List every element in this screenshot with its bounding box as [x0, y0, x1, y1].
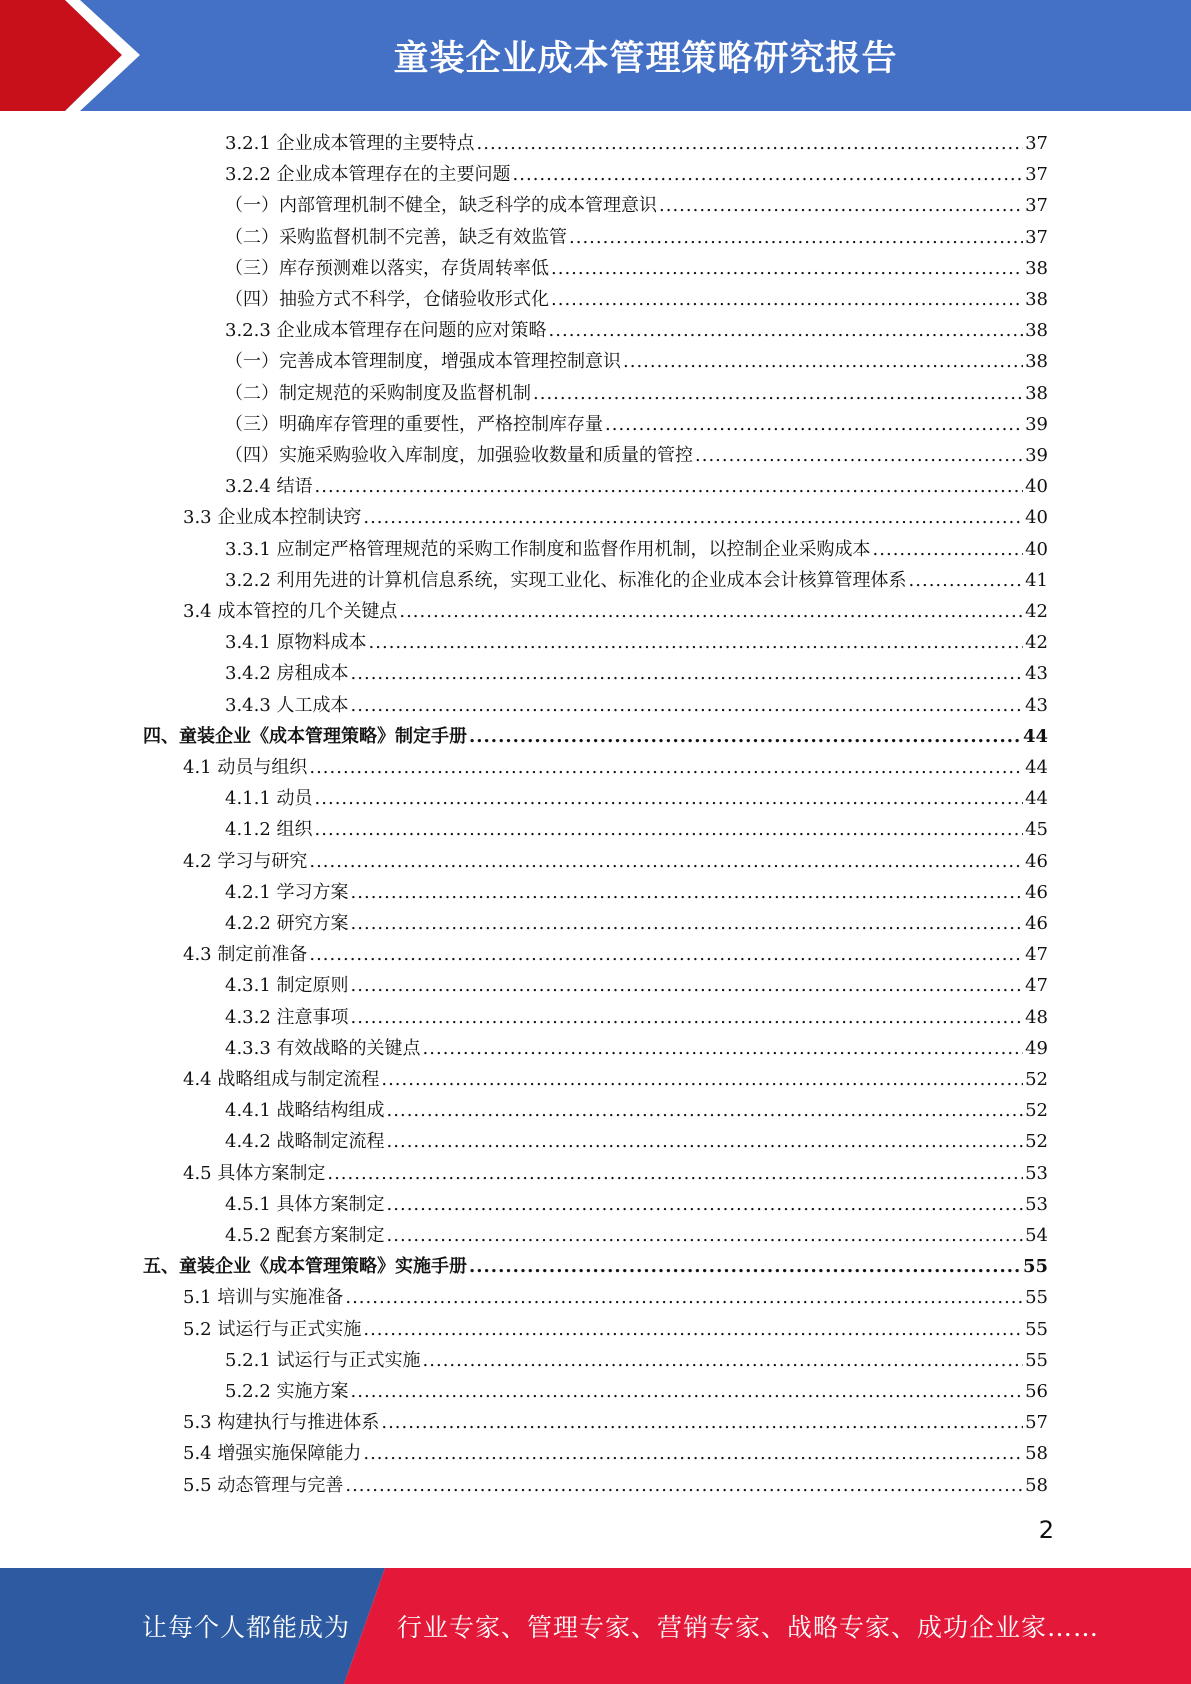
toc-entry[interactable] — [225, 658, 1048, 689]
toc-entry-page: 40 — [1025, 507, 1048, 529]
toc-entry[interactable] — [183, 1158, 1048, 1189]
toc-entry[interactable] — [183, 752, 1048, 783]
toc-entry-label: 3.4.3 人工成本 — [225, 694, 349, 716]
toc-entry-page: 52 — [1025, 1100, 1048, 1122]
toc-entry[interactable] — [225, 128, 1048, 159]
footer-slogan-right: 行业专家、管理专家、营销专家、战略专家、成功企业家…… — [397, 1613, 1100, 1642]
toc-entry-label: 五、童装企业《成本管理策略》实施手册 — [143, 1256, 467, 1278]
toc-entry-page: 55 — [1022, 1256, 1048, 1278]
toc-entry-page: 42 — [1025, 601, 1048, 622]
toc-entry-label: 4.3.2 注意事项 — [225, 1006, 349, 1028]
toc-entry[interactable] — [225, 814, 1048, 845]
toc-entry-label: 4.5 具体方案制定 — [183, 1162, 326, 1184]
toc-leader-dots — [381, 1064, 1023, 1095]
toc-leader-dots — [351, 908, 1024, 939]
toc-entry[interactable] — [225, 159, 1048, 190]
toc-entry-page: 54 — [1025, 1225, 1048, 1246]
toc-leader-dots — [469, 1251, 1021, 1282]
toc-entry-page: 46 — [1025, 881, 1048, 903]
toc-entry-label: 5.2.1 试运行与正式实施 — [225, 1349, 421, 1371]
toc-leader-dots — [363, 1314, 1023, 1345]
toc-leader-dots — [351, 877, 1024, 908]
toc-entry-label: 3.4.1 原物料成本 — [225, 632, 367, 654]
toc-leader-dots — [387, 1220, 1024, 1251]
toc-entry-page: 47 — [1025, 944, 1048, 966]
toc-leader-dots — [605, 409, 1023, 440]
toc-entry-label: 5.2.2 实施方案 — [225, 1381, 349, 1402]
toc-leader-dots — [381, 1407, 1023, 1438]
toc-entry-label: 3.2.2 企业成本管理存在的主要问题 — [225, 164, 511, 186]
toc-leader-dots — [309, 846, 1023, 877]
toc-entry-label: 5.3 构建执行与推进体系 — [183, 1412, 380, 1434]
toc-entry-page: 58 — [1025, 1443, 1048, 1465]
toc-entry-label: 3.2.4 结语 — [225, 476, 313, 498]
toc-entry[interactable] — [225, 534, 1048, 565]
toc-entry-page: 41 — [1025, 569, 1048, 591]
toc-leader-dots — [309, 752, 1023, 783]
toc-entry-label: （二）制定规范的采购制度及监督机制 — [225, 382, 531, 404]
toc-leader-dots — [477, 128, 1024, 159]
toc-entry-page: 55 — [1025, 1287, 1048, 1309]
toc-leader-dots — [315, 783, 1024, 814]
toc-leader-dots — [551, 284, 1023, 315]
toc-entry[interactable] — [225, 1220, 1048, 1251]
toc-leader-dots — [399, 596, 1023, 627]
toc-entry[interactable] — [143, 1251, 1048, 1282]
toc-leader-dots — [351, 1002, 1024, 1033]
toc-entry-label: （三）明确库存管理的重要性，严格控制库存量 — [225, 413, 603, 435]
toc-entry-label: 四、童装企业《成本管理策略》制定手册 — [143, 725, 467, 747]
toc-entry-label: 5.1 培训与实施准备 — [183, 1287, 344, 1309]
toc-entry-page: 39 — [1025, 445, 1048, 466]
toc-entry-page: 45 — [1025, 819, 1048, 841]
toc-leader-dots — [363, 1438, 1023, 1469]
toc-entry-page: 44 — [1025, 788, 1048, 810]
toc-entry-page: 49 — [1025, 1037, 1048, 1059]
toc-entry[interactable] — [225, 970, 1048, 1001]
toc-entry-label: 3.3.1 应制定严格管理规范的采购工作制度和监督作用机制，以控制企业采购成本 — [225, 538, 871, 560]
toc-leader-dots — [345, 1470, 1023, 1501]
toc-entry-label: 4.4.2 战略制定流程 — [225, 1131, 385, 1153]
toc-entry-page: 53 — [1025, 1193, 1048, 1215]
toc-entry[interactable] — [225, 908, 1048, 939]
toc-leader-dots — [513, 159, 1024, 190]
toc-entry-label: （二）采购监督机制不完善，缺乏有效监管 — [225, 226, 567, 248]
toc-entry[interactable] — [225, 346, 1048, 377]
toc-leader-dots — [873, 534, 1024, 565]
toc-entry[interactable] — [225, 690, 1048, 721]
toc-entry-page: 42 — [1025, 632, 1048, 654]
toc-entry-label: 4.3.1 制定原则 — [225, 975, 349, 997]
toc-leader-dots — [309, 939, 1023, 970]
toc-entry[interactable] — [225, 222, 1048, 253]
toc-entry[interactable] — [143, 721, 1048, 752]
toc-entry-label: 3.4.2 房租成本 — [225, 663, 349, 685]
toc-entry-label: 4.1 动员与组织 — [183, 757, 308, 778]
toc-leader-dots — [533, 378, 1023, 409]
toc-entry-page: 38 — [1025, 351, 1048, 373]
toc-entry-page: 44 — [1025, 757, 1048, 778]
toc-leader-dots — [315, 471, 1024, 502]
toc-entry[interactable] — [225, 409, 1048, 440]
toc-leader-dots — [387, 1189, 1024, 1220]
toc-entry[interactable] — [225, 440, 1048, 471]
toc-leader-dots — [363, 502, 1023, 533]
toc-entry-label: （三）库存预测难以落实，存货周转率低 — [225, 257, 549, 279]
toc-entry-page: 38 — [1025, 289, 1048, 310]
toc-entry[interactable] — [183, 1282, 1048, 1313]
toc-entry-page: 44 — [1022, 725, 1048, 747]
toc-entry[interactable] — [225, 877, 1048, 908]
toc-entry[interactable] — [225, 783, 1048, 814]
toc-entry-label: 4.1.1 动员 — [225, 788, 313, 810]
toc-entry-page: 58 — [1025, 1474, 1048, 1496]
toc-entry-label: 4.5.2 配套方案制定 — [225, 1225, 385, 1246]
toc-leader-dots — [569, 222, 1023, 253]
toc-entry-page: 55 — [1025, 1349, 1048, 1371]
toc-entry-label: （四）实施采购验收入库制度，加强验收数量和质量的管控 — [225, 445, 693, 466]
toc-leader-dots — [387, 1126, 1024, 1157]
toc-entry-page: 47 — [1025, 975, 1048, 997]
toc-leader-dots — [351, 658, 1024, 689]
toc-entry-page: 52 — [1025, 1069, 1048, 1090]
toc-entry[interactable] — [183, 596, 1048, 627]
toc-entry[interactable] — [225, 190, 1048, 221]
toc-entry-page: 39 — [1025, 413, 1048, 435]
footer-slogan-left: 让每个人都能成为 — [142, 1613, 351, 1642]
toc-leader-dots — [551, 253, 1023, 284]
toc-entry-label: 4.4 战略组成与制定流程 — [183, 1069, 380, 1090]
toc-entry[interactable] — [225, 1376, 1048, 1407]
toc-entry-page: 43 — [1025, 694, 1048, 716]
toc-entry[interactable] — [183, 502, 1048, 533]
toc-leader-dots — [623, 346, 1023, 377]
toc-leader-dots — [387, 1095, 1024, 1126]
toc-entry-label: 4.3 制定前准备 — [183, 944, 308, 966]
toc-entry[interactable] — [183, 1314, 1048, 1345]
toc-entry[interactable] — [225, 1126, 1048, 1157]
toc-entry-label: （四）抽验方式不科学，仓储验收形式化 — [225, 289, 549, 310]
page-title: 童装企业成本管理策略研究报告 — [393, 38, 898, 79]
toc-entry-label: 4.2.2 研究方案 — [225, 913, 349, 934]
toc-leader-dots — [909, 565, 1024, 596]
toc-entry-page: 56 — [1025, 1381, 1048, 1402]
toc-entry-page: 55 — [1025, 1318, 1048, 1340]
toc-entry[interactable] — [183, 1470, 1048, 1501]
toc-entry-page: 57 — [1025, 1412, 1048, 1434]
toc-entry[interactable] — [225, 1189, 1048, 1220]
toc-entry[interactable] — [225, 1033, 1048, 1064]
toc-entry-label: （一）内部管理机制不健全，缺乏科学的成本管理意识 — [225, 195, 657, 217]
toc-leader-dots — [345, 1282, 1023, 1313]
toc-entry-label: 4.1.2 组织 — [225, 819, 313, 841]
toc-entry-page: 43 — [1025, 663, 1048, 685]
toc-entry-label: 5.4 增强实施保障能力 — [183, 1443, 362, 1465]
toc-entry-page: 46 — [1025, 850, 1048, 872]
toc-leader-dots — [423, 1033, 1024, 1064]
toc-entry-label: （一）完善成本管理制度，增强成本管理控制意识 — [225, 351, 621, 373]
toc-entry[interactable] — [225, 1095, 1048, 1126]
toc-entry[interactable] — [225, 1345, 1048, 1376]
toc-entry-label: 3.2.2 利用先进的计算机信息系统，实现工业化、标准化的企业成本会计核算管理体系 — [225, 569, 907, 591]
toc-entry[interactable] — [183, 1407, 1048, 1438]
toc-entry-label: 3.3 企业成本控制诀窍 — [183, 507, 362, 529]
toc-entry-page: 38 — [1025, 257, 1048, 279]
toc-leader-dots — [351, 690, 1024, 721]
toc-entry[interactable] — [225, 627, 1048, 658]
toc-entry-label: 4.2 学习与研究 — [183, 850, 308, 872]
toc-leader-dots — [327, 1158, 1023, 1189]
toc-entry-label: 4.3.3 有效战略的关键点 — [225, 1037, 421, 1059]
header-chevron-icon — [0, 0, 150, 111]
toc-entry-page: 37 — [1025, 164, 1048, 186]
toc-leader-dots — [469, 721, 1021, 752]
toc-entry-page: 40 — [1025, 538, 1048, 560]
toc-entry[interactable] — [183, 846, 1048, 877]
page-header — [0, 0, 1191, 111]
toc-entry[interactable] — [225, 378, 1048, 409]
toc-entry-label: 4.2.1 学习方案 — [225, 881, 349, 903]
toc-entry-page: 37 — [1025, 195, 1048, 217]
toc-leader-dots — [315, 814, 1024, 845]
page-number: 2 — [1038, 1516, 1054, 1544]
toc-entry-label: 5.5 动态管理与完善 — [183, 1474, 344, 1496]
toc-leader-dots — [351, 1376, 1024, 1407]
toc-entry[interactable] — [225, 284, 1048, 315]
toc-entry-page: 53 — [1025, 1162, 1048, 1184]
toc-entry-label: 5.2 试运行与正式实施 — [183, 1318, 362, 1340]
page-footer — [0, 1568, 1191, 1684]
toc-entry-page: 52 — [1025, 1131, 1048, 1153]
toc-entry-label: 3.2.3 企业成本管理存在问题的应对策略 — [225, 320, 547, 342]
toc-entry[interactable] — [225, 471, 1048, 502]
toc-entry-label: 3.2.1 企业成本管理的主要特点 — [225, 133, 475, 154]
toc-entry-page: 48 — [1025, 1006, 1048, 1028]
toc-entry[interactable] — [225, 565, 1048, 596]
toc-entry-page: 37 — [1025, 133, 1048, 154]
toc-leader-dots — [423, 1345, 1024, 1376]
toc-entry-page: 46 — [1025, 913, 1048, 934]
toc-entry-label: 3.4 成本管控的几个关键点 — [183, 601, 398, 622]
toc-entry-label: 4.5.1 具体方案制定 — [225, 1193, 385, 1215]
toc-entry[interactable] — [225, 315, 1048, 346]
toc-leader-dots — [695, 440, 1023, 471]
toc-entry[interactable] — [183, 939, 1048, 970]
toc-leader-dots — [369, 627, 1024, 658]
toc-entry[interactable] — [183, 1438, 1048, 1469]
toc-entry-page: 38 — [1025, 382, 1048, 404]
toc-entry-label: 4.4.1 战略结构组成 — [225, 1100, 385, 1122]
toc-entry[interactable] — [225, 1002, 1048, 1033]
toc-entry[interactable] — [225, 253, 1048, 284]
toc-leader-dots — [659, 190, 1023, 221]
toc-entry-page: 37 — [1025, 226, 1048, 248]
toc-entry-page: 38 — [1025, 320, 1048, 342]
toc-entry-page: 40 — [1025, 476, 1048, 498]
toc-leader-dots — [351, 970, 1024, 1001]
toc-entry[interactable] — [183, 1064, 1048, 1095]
toc-leader-dots — [549, 315, 1024, 346]
